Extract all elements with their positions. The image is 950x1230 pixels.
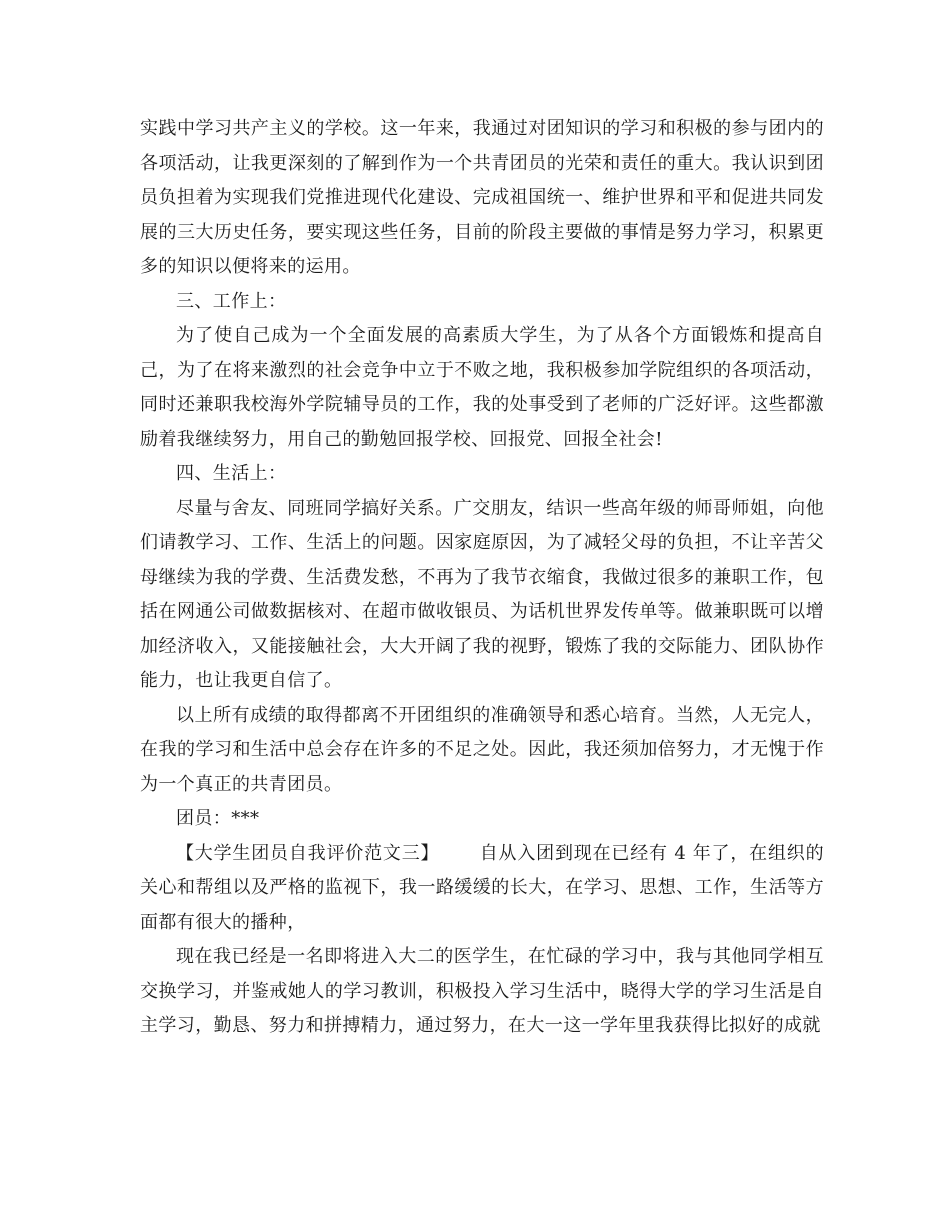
member-signature: 团员：***: [176, 808, 260, 829]
document-body: [140, 112, 824, 1044]
section-three-heading: 【大学生团员自我评价范文三】: [176, 842, 440, 864]
paragraph-summary: 以上所有成绩的取得都离不开团组织的准确领导和悉心培育。当然，人无完人，在我的学习和生活中总会存在许多的不足之处。因此，我还须加倍努力，才无愧于作为一个真正的共青团员。: [140, 704, 824, 795]
paragraph-work: 为了使自己成为一个全面发展的高素质大学生，为了从各个方面锻炼和提高自己，为了在将来激烈的社会竞争中立于不败之地，我积极参加学院组织的各项活动，同时还兼职我校海外学院辅导员的工作，我的处事受到了老师的广泛好评。这些都激励着我继续努力，用自己的勤勉回报学校、回报党、回报全社会!: [140, 325, 824, 450]
paragraph-life: 尽量与舍友、同班同学搞好关系。广交朋友，结识一些高年级的师哥师姐，向他们请教学习、工作、生活上的问题。因家庭原因，为了减轻父母的负担，不让辛苦父母继续为我的学费、生活费发愁，不再为了我节衣缩食，我做过很多的兼职工作，包括在网通公司做数据核对、在超市做收银员、为话机世界发传单等。做兼职既可以增加经济收入，又能接触社会，大大开阔了我的视野，锻炼了我的交际能力、团队协作能力，也让我更自信了。: [140, 497, 824, 691]
heading-work: 三、工作上：: [176, 290, 287, 312]
section-three-paragraph: [140, 837, 824, 941]
section-three-intro: 自从入团到现在已经有 4 年了，在组织的关心和帮组以及严格的监视下，我一路缓缓的长大，在学习、思想、工作，生活等方面都有很大的播种，: [140, 842, 824, 933]
paragraph-1: 实践中学习共产主义的学校。这一年来，我通过对团知识的学习和积极的参与团内的各项活动，让我更深刻的了解到作为一个共青团员的光荣和责任的重大。我认识到团员负担着为实现我们党推进现代化建设、完成祖国统一、维护世界和平和促进共同发展的三大历史任务，要实现这些任务，目前的阶段主要做的事情是努力学习，积累更多的知识以便将来的运用。: [140, 118, 824, 277]
closing-paragraph: 现在我已经是一名即将进入大二的医学生，在忙碌的学习中，我与其他同学相互交换学习，并鉴戒她人的学习教训，积极投入学习生活中，晓得大学的学习生活是自主学习，勤恳、努力和拼搏精力，通过努力，在大一这一学年里我获得比拟好的成就: [140, 946, 824, 1036]
heading-life: 四、生活上：: [176, 463, 287, 484]
